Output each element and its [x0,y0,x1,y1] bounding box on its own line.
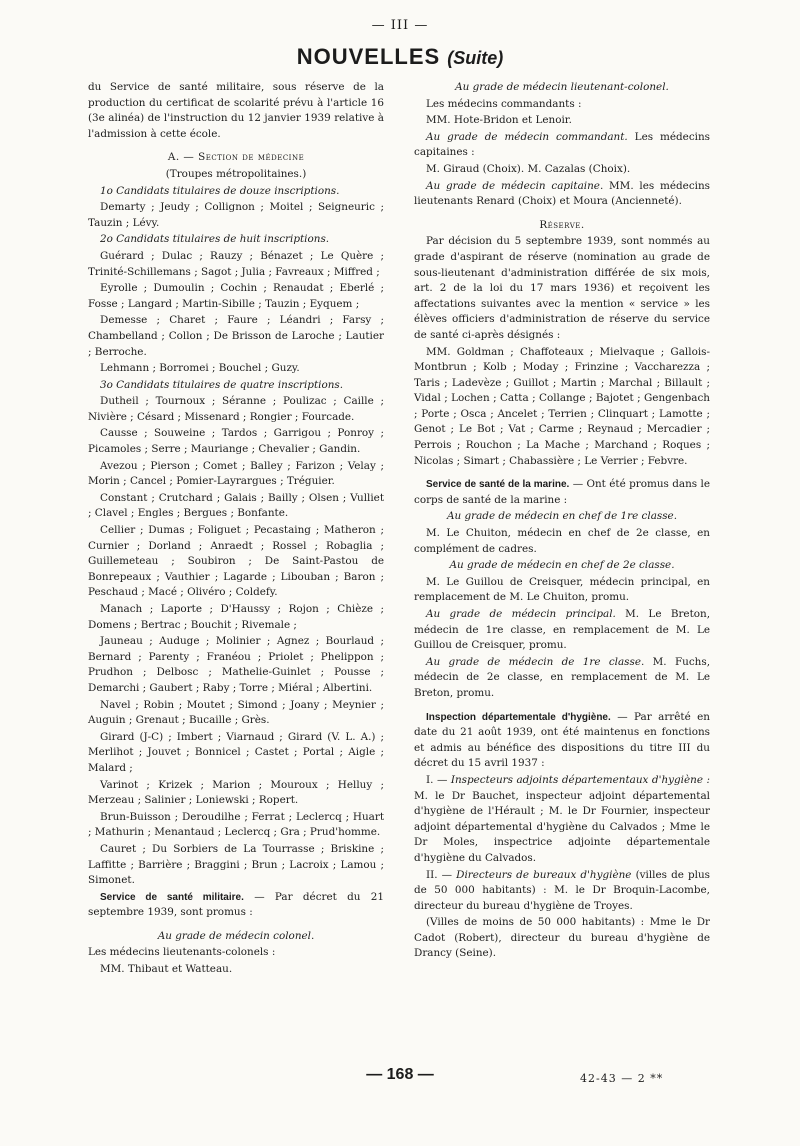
hygiene-2-paragraph [414,868,710,915]
names-paragraph: Demesse ; Charet ; Faure ; Léandri ; Farsy ; Chambelland ; Collon ; De Brisson de Laroche ; Lautier ; Berroche. [88,314,384,358]
marine-heading: Service de santé de la marine. [426,479,570,491]
left-column [88,80,384,979]
colonel-line-1: Les médecins lieutenants-colonels : [88,946,276,959]
hygiene-paragraph [414,710,710,772]
footer-reference: 42-43 — 2 ** [580,1072,664,1085]
names-paragraph: Cellier ; Dumas ; Foliguet ; Pecastaing ; Matheron ; Curnier ; Dorland ; Anraedt ; Rossel ; Robaglia ; Guillemeteau ; Soubiron ; De Saint-Pastou de Bonrepeaux ; Vauthier ; Lagarde ; Libouban ; Baron ; Peschaud ; Macé ; Olivéro ; Coldefy. [88,524,384,599]
ssm-paragraph [88,890,384,921]
marine-paragraph [414,477,710,508]
med1-title: Au grade de médecin de 1re classe. [426,655,645,668]
intro-paragraph: du Service de santé militaire, sous réserve de la production du certificat de scolarité prévu à l'article 16 (3e alinéa) de l'instruction du 12 janvier 1939 relative à l'admission à cette école. [88,81,384,140]
colonel-line-2: MM. Thibaut et Watteau. [100,963,233,976]
reserve-names: MM. Goldman ; Chaffoteaux ; Mielvaque ; Gallois-Montbrun ; Kolb ; Moday ; Frinzine ; Vaccharezza ; Taris ; Ladevèze ; Guillot ; Martin ; Marchal ; Billault ; Vidal ; Lochen ; Catta ; Collange ; Bajotet ; Gengenbach ; Porte ; Osca ; Ancelet ; Terrien ; Clinquart ; Lamotte ; Genot ; Le Bot ; Vat ; Carme ; Reynaud ; Mercadier ; Perrois ; Rouchon ; La Mache ; Marchand ; Roques ; Nicolas ; Simart ; Chabassière ; Le Verrier ; Febvre. [414,345,710,467]
principal-paragraph [414,607,710,654]
hygiene-3-paragraph: (Villes de moins de 50 000 habitants) : Mme le Dr Cadot (Robert), directeur du bureau d'hygiène de Drancy (Seine). [414,916,710,960]
commandant-paragraph [414,130,710,161]
med1-paragraph [414,655,710,702]
category-2-title: 2o Candidats titulaires de huit inscriptions. [100,233,330,246]
names-paragraph: Constant ; Crutchard ; Galais ; Bailly ; Olsen ; Vulliet ; Clavel ; Engles ; Bergues ; Bonfante. [88,491,384,520]
hygiene-2-text: (villes de plus de 50 000 habitants) : M. le Dr Broquin-Lacombe, directeur du bureau d'hygiène de Troyes. [414,868,711,912]
hygiene-1-label: I. — [426,773,451,786]
title-main: NOUVELLES [296,44,441,69]
marine-text: — Ont été promus dans le corps de santé de la marine : [414,478,710,506]
hygiene-heading: Inspection départementale d'hygiène. [426,711,611,723]
names-paragraph: Varinot ; Krizek ; Marion ; Mouroux ; Helluy ; Merzeau ; Salinier ; Loniewski ; Ropert. [88,778,384,807]
title-suffix: (Suite) [447,48,504,68]
section-title: A. — Section de médecine [167,151,305,164]
colonel-title: Au grade de médecin colonel. [157,929,315,942]
category-3-title: 3o Candidats titulaires de quatre inscriptions. [100,378,344,391]
med1-text: M. Fuchs, médecin de 2e classe, en remplacement de M. Le Breton, promu. [414,655,710,699]
hygiene-2-label: II. — [426,868,457,881]
names-paragraph: Navel ; Robin ; Moutet ; Simond ; Joany ; Meynier ; Auguin ; Grenaut ; Bucaille ; Grès. [88,698,384,727]
right-column [414,80,710,963]
names-paragraph: Lehmann ; Borromei ; Bouchel ; Guzy. [100,362,300,375]
ltcol-title: Au grade de médecin lieutenant-colonel. [455,81,669,93]
chef2-text: M. Le Guillou de Creisquer, médecin principal, en remplacement de M. Le Chuiton, promu. [414,575,710,604]
names-paragraph: Manach ; Laporte ; D'Haussy ; Rojon ; Chièze ; Domens ; Bertrac ; Bouchit ; Rivemale ; [88,603,384,631]
hygiene-2-title: Directeurs de bureaux d'hygiène [456,868,632,881]
hygiene-1-title: Inspecteurs adjoints départementaux d'hygiène : [450,773,711,786]
commandant-text: Les médecins capitaines : [414,130,710,159]
names-paragraph: Girard (J-C) ; Imbert ; Viarnaud ; Girard (V. L. A.) ; Merlihot ; Jouvet ; Bonnicel ; Castet ; Portal ; Aigle ; Malard ; [88,730,384,774]
names-paragraph: Brun-Buisson ; Deroudilhe ; Ferrat ; Leclercq ; Huart ; Mathurin ; Menantaud ; Leclercq ; Gra ; Prud'homme. [88,810,384,839]
ltcol-line-2: MM. Hote-Bridon et Lenoir. [426,114,572,127]
chef1-text: M. Le Chuiton, médecin en chef de 2e classe, en complément de cadres. [414,527,710,555]
category-1-title: 1o Candidats titulaires de douze inscriptions. [100,184,340,197]
category-1-names: Demarty ; Jeudy ; Collignon ; Moitel ; Seigneuric ; Tauzin ; Lévy. [88,201,384,229]
names-paragraph: Cauret ; Du Sorbiers de La Tourrasse ; Briskine ; Laffitte ; Barrière ; Braggini ; Brun ; Lacroix ; Lamou ; Simonet. [88,842,384,887]
names-paragraph: Eyrolle ; Dumoulin ; Cochin ; Renaudat ; Eberlé ; Fosse ; Langard ; Martin-Sibille ; Tauzin ; Eyquem ; [88,282,384,310]
folio-header: — III — [371,18,429,33]
page-title [0,44,800,70]
names-paragraph: Causse ; Souweine ; Tardos ; Garrigou ; Ponroy ; Picamoles ; Serre ; Mauriange ; Chevalier ; Gandin. [88,427,384,456]
ssm-heading: Service de santé militaire. [100,891,244,903]
chef1-title: Au grade de médecin en chef de 1re classe. [447,510,677,523]
hygiene-1-text: M. le Dr Bauchet, inspecteur adjoint départemental d'hygiène de l'Hérault ; M. le Dr Fournier, inspecteur adjoint départemental d'hygiène du Calvados ; Mme le Dr Moles, inspectrice adjointe départementale d'hygiène du Calvados. [414,789,710,864]
troupes-subtitle: (Troupes métropolitaines.) [165,167,307,180]
names-paragraph: Avezou ; Pierson ; Comet ; Balley ; Farizon ; Velay ; Morin ; Cancel ; Pomier-Layrargues ; Tréguier. [88,459,384,488]
principal-title: Au grade de médecin principal. [426,608,616,620]
names-paragraph: Guérard ; Dulac ; Rauzy ; Bénazet ; Le Quère ; Trinité-Schillemans ; Sagot ; Julia ; Favreaux ; Miffred ; [88,249,384,278]
reserve-text: Par décision du 5 septembre 1939, sont nommés au grade d'aspirant de réserve (nomination au grade de sous-lieutenant d'administration différée de six mois, art. 2 de la loi du 17 mars 1936) et reçoivent les affectations suivantes avec la mention « service » les élèves officiers d'administration de réserve du service de santé ci-après désignés : [414,235,710,341]
capitaine-paragraph [414,179,710,210]
names-paragraph: Jauneau ; Auduge ; Molinier ; Agnez ; Bourlaud ; Bernard ; Parenty ; Franéou ; Priolet ; Phelippon ; Prudhon ; Delbosc ; Mathelie-Guinlet ; Pousse ; Demarchi ; Gaubert ; Raby ; Torre ; Miéral ; Albertini. [88,635,384,694]
ssm-text: — Par décret du 21 septembre 1939, sont promus : [88,890,384,919]
ltcol-line-1: Les médecins commandants : [426,97,582,110]
page-number: — 168 — [366,1066,434,1083]
principal-text: M. Le Breton, médecin de 1re classe, en remplacement de M. Le Guillou de Creisquer, promu. [414,608,710,652]
capitaine-text: MM. les médecins lieutenants Renard (Choix) et Moura (Ancienneté). [414,179,710,208]
commandant-title: Au grade de médecin commandant. [426,130,628,143]
names-paragraph: Dutheil ; Tournoux ; Séranne ; Poulizac ; Caille ; Nivière ; Césard ; Missenard ; Rongier ; Fourcade. [88,395,384,423]
chef2-title: Au grade de médecin en chef de 2e classe. [449,559,675,572]
hygiene-1-paragraph [414,773,710,867]
hygiene-text: — Par arrêté en date du 21 août 1939, ont été maintenus en fonctions et admis au bénéfice des dispositions du titre III du décret du 15 avril 1937 : [414,710,711,770]
commandant-names: M. Giraud (Choix). M. Cazalas (Choix). [426,162,631,175]
capitaine-title: Au grade de médecin capitaine. [426,179,604,192]
reserve-title: Réserve. [539,218,585,231]
